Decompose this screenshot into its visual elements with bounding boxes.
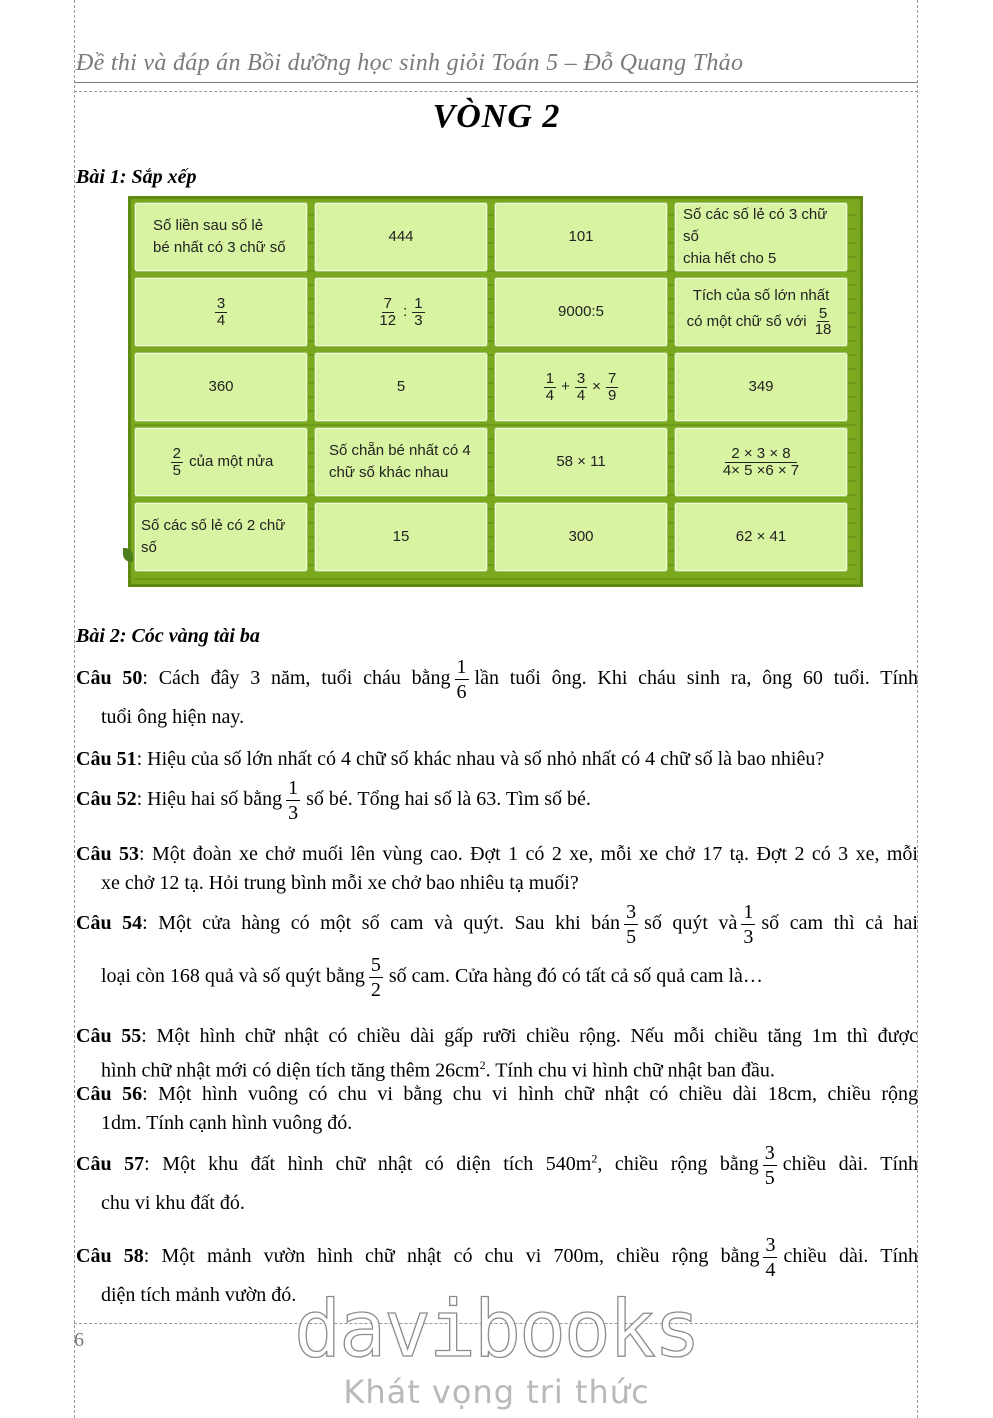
question-text: : Cách đây 3 năm, tuổi cháu bằng bbox=[142, 667, 451, 690]
board-cell-r4c1[interactable] bbox=[134, 427, 308, 497]
denominator: 9 bbox=[607, 386, 617, 404]
board-cell-r4c4[interactable] bbox=[674, 427, 848, 497]
denominator: 4 bbox=[216, 311, 226, 329]
board-cell-r4c3[interactable] bbox=[494, 427, 668, 497]
fraction bbox=[412, 296, 424, 329]
denominator: 3 bbox=[743, 926, 754, 948]
denominator: 6 bbox=[456, 681, 467, 703]
page-guide-left bbox=[74, 0, 75, 1418]
denominator: 4 bbox=[765, 1259, 776, 1281]
fraction bbox=[813, 306, 834, 339]
numerator: 3 bbox=[576, 369, 586, 387]
question-text: : Hiệu hai số bằng bbox=[136, 788, 283, 811]
denominator: 12 bbox=[379, 311, 397, 329]
fraction bbox=[575, 371, 587, 404]
question-line bbox=[76, 1234, 918, 1281]
numerator: 3 bbox=[764, 1142, 775, 1164]
denominator: 18 bbox=[814, 321, 832, 339]
cell-text: 349 bbox=[748, 378, 774, 396]
question-line bbox=[76, 901, 918, 948]
operator: : bbox=[403, 303, 408, 321]
denominator: 3 bbox=[414, 311, 423, 329]
question-line bbox=[76, 1080, 918, 1109]
question-text: chiều dài. Tính bbox=[783, 1245, 918, 1268]
question-text: : Hiệu của số lớn nhất có 4 chữ số khác nhau và số nhỏ nhất có 4 chữ số là bao nhiêu? bbox=[136, 748, 825, 770]
fraction bbox=[763, 1142, 777, 1189]
question-line: xe chở 12 tạ. Hỏi trung bình mỗi xe chở bao nhiêu tạ muối? bbox=[101, 872, 579, 894]
question-text: số quýt và bbox=[644, 912, 738, 935]
numerator: 1 bbox=[545, 369, 555, 387]
cell-text: Số chẵn bé nhất có 4 bbox=[329, 442, 471, 460]
fraction bbox=[741, 901, 755, 948]
numerator: 7 bbox=[607, 369, 617, 387]
question-label: Câu 56 bbox=[76, 1083, 143, 1105]
numerator: 1 bbox=[414, 294, 423, 312]
question-line bbox=[76, 1142, 918, 1189]
denominator: 3 bbox=[288, 802, 299, 824]
question-line bbox=[76, 745, 918, 774]
fraction bbox=[455, 656, 469, 703]
board-cell-r2c4[interactable] bbox=[674, 277, 848, 347]
question-line: tuổi ông hiện nay. bbox=[101, 706, 245, 728]
superscript: 2 bbox=[591, 1151, 598, 1166]
running-header: Đề thi và đáp án Bồi dưỡng học sinh giỏi Toán 5 – Đỗ Quang Thảo bbox=[76, 50, 744, 76]
cell-text: bé nhất có 3 chữ số bbox=[153, 239, 286, 256]
question-line bbox=[76, 777, 918, 824]
denominator: 4 bbox=[545, 386, 555, 404]
cell-text: 101 bbox=[568, 228, 594, 246]
question-label: Câu 55 bbox=[76, 1025, 142, 1047]
cell-text: 444 bbox=[388, 228, 414, 246]
question-50 bbox=[76, 656, 918, 732]
cell-text: 58 × 11 bbox=[556, 453, 606, 471]
question-text: lần tuổi ông. Khi cháu sinh ra, ông 60 tuổi. Tính bbox=[474, 667, 918, 690]
question-label: Câu 50 bbox=[76, 667, 143, 690]
cell-text: có một chữ số với bbox=[686, 312, 807, 330]
question-text: chiều dài. Tính bbox=[782, 1153, 918, 1176]
board-cell-r1c2[interactable] bbox=[314, 202, 488, 272]
sorting-board bbox=[128, 196, 863, 587]
question-text: loại còn 168 quả và số quýt bằng bbox=[101, 965, 365, 988]
section-2-title: Bài 2: Cóc vàng tài ba bbox=[76, 625, 260, 647]
numerator: 3 bbox=[765, 1234, 776, 1256]
question-line: chu vi khu đất đó. bbox=[101, 1192, 245, 1214]
question-text: : Một hình vuông có chu vi bằng chu vi hình chữ nhật có chiều dài 18cm, chiều rộng bbox=[142, 1083, 918, 1105]
numerator: 1 bbox=[743, 901, 754, 923]
board-cell-r3c3[interactable] bbox=[494, 352, 668, 422]
cell-text: 15 bbox=[392, 528, 410, 546]
question-text: : Một hình chữ nhật có chiều dài gấp rưỡi chiều rộng. Nếu mỗi chiều tăng 1m thì được bbox=[141, 1025, 918, 1047]
question-line: 1dm. Tính cạnh hình vuông đó. bbox=[101, 1112, 353, 1134]
fraction bbox=[369, 954, 383, 1001]
fraction bbox=[763, 1234, 777, 1281]
denominator: 2 bbox=[370, 979, 381, 1001]
question-line bbox=[76, 954, 918, 1001]
board-cell-r5c2[interactable] bbox=[314, 502, 488, 572]
header-rule bbox=[74, 82, 918, 83]
question-56 bbox=[76, 1080, 918, 1138]
question-label: Câu 54 bbox=[76, 912, 143, 935]
superscript: 2 bbox=[479, 1058, 486, 1072]
question-57 bbox=[76, 1142, 918, 1218]
question-text: số cam thì cả hai bbox=[761, 912, 918, 935]
cell-text: Số các số lẻ có 2 chữ số bbox=[141, 517, 286, 556]
denominator: 4 bbox=[576, 386, 586, 404]
numerator: 3 bbox=[216, 294, 226, 312]
question-51 bbox=[76, 745, 918, 774]
fraction bbox=[215, 296, 227, 329]
numerator: 2 × 3 × 8 bbox=[725, 446, 796, 463]
question-line: diện tích mảnh vườn đó. bbox=[101, 1284, 297, 1306]
fraction bbox=[717, 446, 805, 479]
numerator: 1 bbox=[456, 656, 467, 678]
fraction bbox=[544, 371, 556, 404]
fraction bbox=[624, 901, 638, 948]
board-cell-r1c4[interactable] bbox=[674, 202, 848, 272]
fraction bbox=[286, 777, 300, 824]
board-cell-r5c4[interactable] bbox=[674, 502, 848, 572]
question-text: : Một cửa hàng có một số cam và quýt. Sau khi bán bbox=[142, 912, 621, 935]
question-text: : Một khu đất hình chữ nhật có diện tích 540m bbox=[144, 1153, 592, 1176]
fraction bbox=[606, 371, 618, 404]
cell-text: 5 bbox=[396, 378, 406, 396]
question-text: số cam. Cửa hàng đó có tất cả số quả cam là… bbox=[388, 965, 763, 988]
board-cell-r2c3[interactable] bbox=[494, 277, 668, 347]
question-label: Câu 52 bbox=[76, 788, 137, 811]
numerator: 2 bbox=[172, 444, 181, 462]
numerator: 5 bbox=[818, 304, 828, 322]
question-text: : Một đoàn xe chở muối lên vùng cao. Đợt 1 có 2 xe, mỗi xe chở 17 tạ. Đợt 2 có 3 xe, mỗi bbox=[138, 843, 918, 865]
denominator: 5 bbox=[172, 461, 181, 479]
denominator: 4× 5 ×6 × 7 bbox=[722, 461, 800, 479]
cell-text: 62 × 41 bbox=[735, 528, 787, 546]
operator: × bbox=[592, 378, 601, 396]
fraction bbox=[171, 446, 183, 479]
question-label: Câu 58 bbox=[76, 1245, 144, 1268]
question-52 bbox=[76, 777, 918, 824]
board-cell-r3c1[interactable] bbox=[134, 352, 308, 422]
fraction bbox=[377, 296, 398, 329]
cell-text: Số liền sau số lẻ bbox=[153, 217, 264, 235]
cell-text: chữ số khác nhau bbox=[329, 464, 449, 481]
cell-text: 360 bbox=[208, 378, 234, 396]
question-line bbox=[76, 656, 918, 703]
question-text: . Tính chu vi hình chữ nhật ban đầu. bbox=[485, 1059, 775, 1082]
denominator: 5 bbox=[764, 1167, 775, 1189]
denominator: 5 bbox=[626, 926, 637, 948]
leaf-decoration bbox=[123, 548, 133, 562]
question-text: hình chữ nhật mới có diện tích tăng thêm 26cm bbox=[101, 1059, 480, 1082]
page-guide-top bbox=[74, 91, 918, 92]
board-cell-r3c4[interactable] bbox=[674, 352, 848, 422]
page-title: VÒNG 2 bbox=[432, 98, 561, 135]
watermark-slogan: Khát vọng tri thức bbox=[343, 1373, 650, 1411]
question-text: : Một mảnh vườn hình chữ nhật có chu vi 700m, chiều rộng bằng bbox=[143, 1245, 760, 1268]
cell-text: của một nửa bbox=[189, 453, 274, 471]
board-cell-r4c2[interactable] bbox=[314, 427, 488, 497]
numerator: 1 bbox=[288, 777, 299, 799]
page-number: 6 bbox=[74, 1329, 84, 1351]
cell-text: chia hết cho 5 bbox=[683, 249, 777, 267]
question-label: Câu 57 bbox=[76, 1153, 145, 1176]
question-53 bbox=[76, 840, 918, 898]
board-cell-r5c1[interactable] bbox=[134, 502, 308, 572]
board-cell-r2c2[interactable] bbox=[314, 277, 488, 347]
numerator: 5 bbox=[370, 954, 381, 976]
board-grid bbox=[134, 202, 857, 581]
operator: + bbox=[561, 378, 570, 396]
cell-text: 9000:5 bbox=[558, 303, 604, 321]
cell-text: Tích của số lớn nhất bbox=[692, 287, 830, 304]
question-text: số bé. Tổng hai số là 63. Tìm số bé. bbox=[306, 788, 591, 811]
board-cell-r1c1[interactable] bbox=[134, 202, 308, 272]
question-label: Câu 51 bbox=[76, 748, 137, 770]
watermark-brand: davibooks bbox=[294, 1285, 699, 1375]
board-cell-r2c1[interactable] bbox=[134, 277, 308, 347]
board-cell-r3c2[interactable] bbox=[314, 352, 488, 422]
question-54 bbox=[76, 901, 918, 1001]
board-cell-r5c3[interactable] bbox=[494, 502, 668, 572]
question-line bbox=[76, 1022, 918, 1051]
question-55 bbox=[76, 1022, 918, 1086]
numerator: 3 bbox=[626, 901, 637, 923]
board-cell-r1c3[interactable] bbox=[494, 202, 668, 272]
cell-text: 300 bbox=[568, 528, 594, 546]
question-line bbox=[76, 840, 918, 869]
numerator: 7 bbox=[383, 294, 392, 312]
question-text: , chiều rộng bằng bbox=[597, 1153, 759, 1176]
cell-text: Số các số lẻ có 3 chữ số bbox=[683, 206, 828, 246]
question-label: Câu 53 bbox=[76, 843, 139, 865]
section-1-title: Bài 1: Sắp xếp bbox=[76, 166, 197, 188]
